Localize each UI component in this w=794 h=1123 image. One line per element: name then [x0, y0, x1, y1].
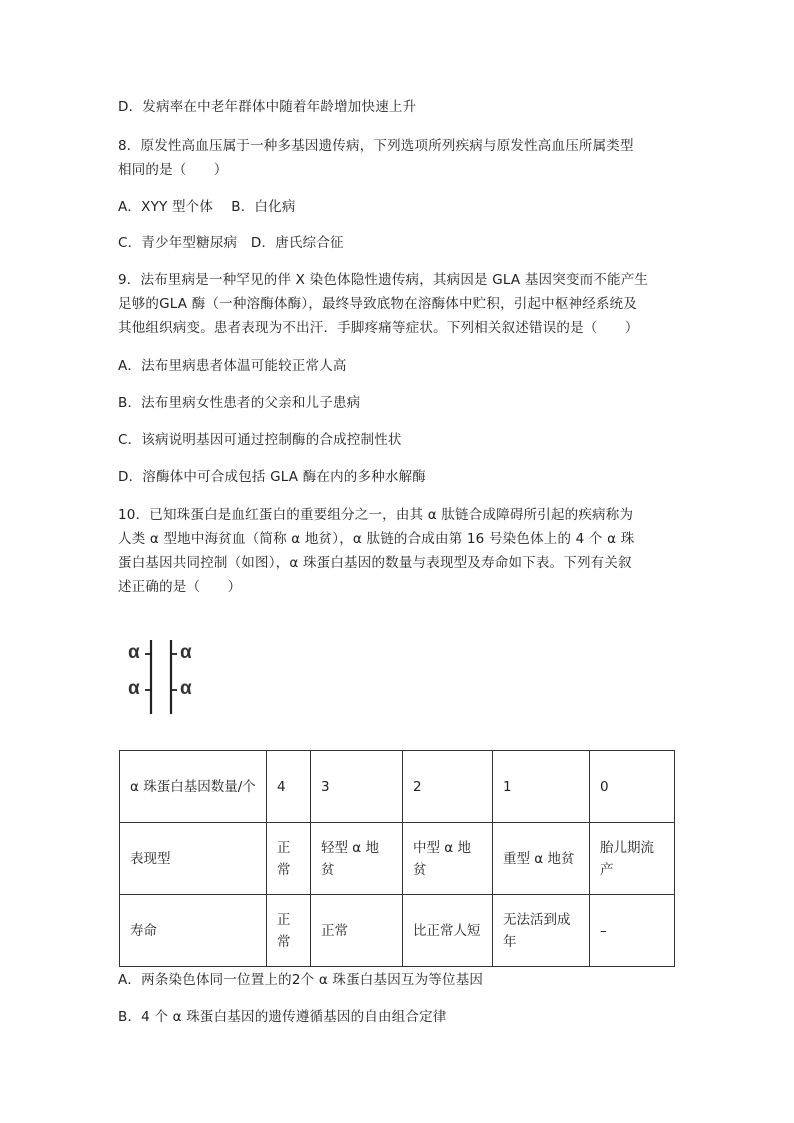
alpha-gene-label: α: [180, 678, 192, 699]
option-7d: D．发病率在中老年群体中随着年龄增加快速上升: [118, 99, 417, 115]
question-8-text-cont: 相同的是（ ）: [118, 162, 228, 178]
table-row: [120, 895, 675, 967]
table-header-cell: 寿命: [120, 895, 267, 967]
table-cell: 中型 α 地贫: [403, 823, 493, 895]
option-9b: B．法布里病女性患者的父亲和儿子患病: [118, 395, 361, 411]
question-10-text-cont3: 述正确的是（ ）: [118, 579, 242, 595]
table-cell: 4: [267, 751, 311, 823]
table-header-cell: α 珠蛋白基因数量/个: [120, 751, 267, 823]
table-cell: 3: [311, 751, 403, 823]
question-10-text: 10．已知珠蛋白是血红蛋白的重要组分之一，由其 α 肽链合成障碍所引起的疾病称为: [118, 507, 634, 523]
option-9d: D．溶酶体中可合成包括 GLA 酶在内的多种水解酶: [118, 469, 427, 485]
options-8-ab: A．XYY 型个体 B．白化病: [118, 199, 296, 215]
question-9-text-cont: 足够的GLA 酶（一种溶酶体酶），最终导致底物在溶酶体中贮积，引起中枢神经系统及: [118, 296, 638, 312]
table-cell: 重型 α 地贫: [493, 823, 590, 895]
table-cell: 正常: [311, 895, 403, 967]
option-9c: C．该病说明基因可通过控制酶的合成控制性状: [118, 432, 402, 448]
table-cell: 正常: [267, 895, 311, 967]
question-9-text-cont2: 其他组织病变。患者表现为不出汗．手脚疼痛等症状。下列相关叙述错误的是（ ）: [118, 320, 639, 336]
table-row: [120, 823, 675, 895]
question-9-text: 9．法布里病是一种罕见的伴 X 染色体隐性遗传病，其病因是 GLA 基因突变而不能产生: [118, 272, 649, 288]
table-cell: 比正常人短: [403, 895, 493, 967]
table-cell: 轻型 α 地贫: [311, 823, 403, 895]
alpha-gene-label: α: [128, 678, 140, 699]
table-cell: 2: [403, 751, 493, 823]
table-header-cell: 表现型: [120, 823, 267, 895]
table-cell: 1: [493, 751, 590, 823]
option-10a: A．两条染色体同一位置上的2个 α 珠蛋白基因互为等位基因: [118, 972, 484, 988]
table-row: [120, 751, 675, 823]
table-cell: 胎儿期流产: [590, 823, 675, 895]
option-9a: A．法布里病患者体温可能较正常人高: [118, 358, 347, 374]
question-10-text-cont2: 蛋白基因共同控制（如图），α 珠蛋白基因的数量与表现型及寿命如下表。下列有关叙: [118, 555, 632, 571]
table-cell: –: [590, 895, 675, 967]
gene-count-table: [119, 750, 675, 967]
alpha-gene-label: α: [180, 642, 192, 663]
table-cell: 正常: [267, 823, 311, 895]
alpha-gene-label: α: [128, 642, 140, 663]
table-cell: 无法活到成年: [493, 895, 590, 967]
options-8-cd: C．青少年型糖尿病 D．唐氏综合征: [118, 235, 344, 251]
option-10b: B．4 个 α 珠蛋白基因的遗传遵循基因的自由组合定律: [118, 1009, 447, 1025]
question-8-text: 8．原发性高血压属于一种多基因遗传病，下列选项所列疾病与原发性高血压所属类型: [118, 138, 634, 154]
table-cell: 0: [590, 751, 675, 823]
chromosome-diagram: [120, 638, 210, 718]
question-10-text-cont: 人类 α 型地中海贫血（简称 α 地贫），α 肽链的合成由第 16 号染色体上的 4 个 α 珠: [118, 531, 635, 547]
